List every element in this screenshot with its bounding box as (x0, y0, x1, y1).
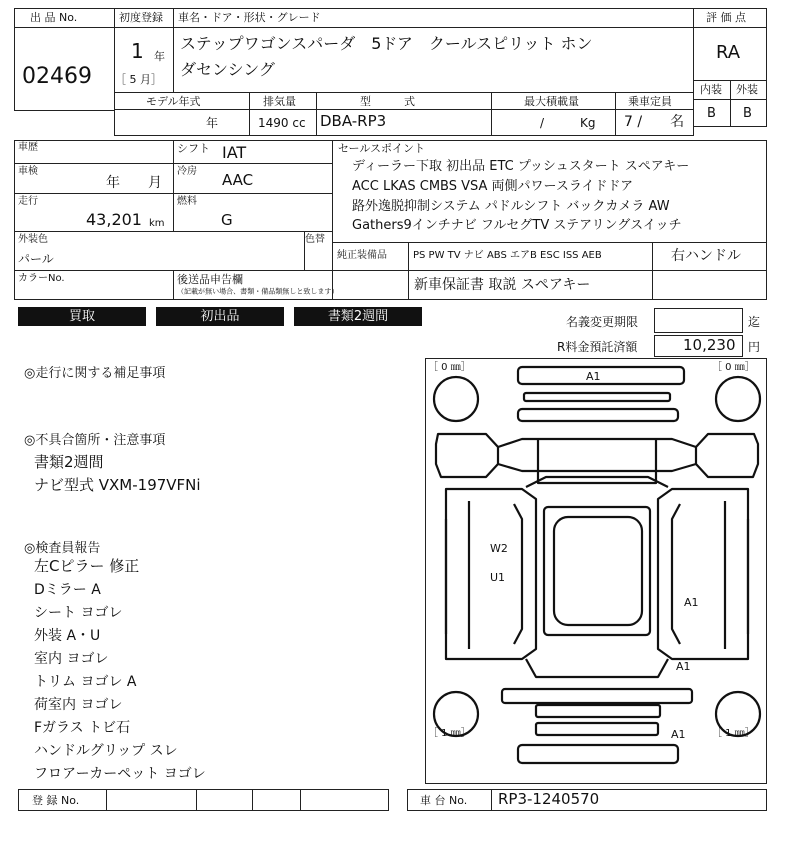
color-no-label: カラーNo. (18, 273, 65, 284)
inspector-title: ◎検査員報告 (24, 541, 101, 556)
sales-point-line-3: 路外逸脱抑制システム パドルシフト バックカメラ AW (352, 199, 670, 214)
type-value: DBA-RP3 (320, 112, 387, 130)
mark-w2: W2 (490, 542, 508, 555)
exterior-label: 外装 (736, 83, 758, 96)
exterior-color-label: 外装色 (18, 234, 48, 245)
documents-value: 新車保証書 取説 スペアキー (414, 277, 591, 293)
ac-label: 冷房 (177, 166, 197, 177)
name-change-label: 名義変更期限 (566, 315, 639, 329)
displacement-value: 1490 cc (258, 116, 306, 130)
capacity-label: 乗車定員 (628, 95, 672, 108)
score-label: 評 価 点 (706, 11, 746, 24)
followup-label: 後送品申告欄 (177, 273, 243, 286)
exterior-color-value: パール (18, 252, 54, 266)
interior-label: 内装 (700, 83, 722, 96)
defect-line-1: 書類2週間 (34, 453, 104, 471)
vehicle-name-label: 車名・ドア・形状・グレード (178, 11, 321, 24)
followup-note: （記載が無い場合、書類・備品類無しと致します） (177, 288, 339, 297)
name-change-unit: 迄 (748, 315, 761, 329)
inspector-line-7: 荷室内 ヨゴレ (34, 697, 123, 713)
exterior-grade: B (743, 106, 752, 121)
inspector-line-4: 外装 A・U (34, 628, 101, 644)
recycle-unit: 円 (748, 340, 761, 354)
mark-u1: U1 (490, 571, 506, 584)
ac-value: AAC (222, 171, 254, 189)
inspector-line-2: Dミラー A (34, 582, 101, 598)
max-load-label: 最大積載量 (524, 95, 579, 108)
inspector-line-9: ハンドルグリップ スレ (34, 743, 178, 759)
model-year-label: モデル年式 (146, 95, 201, 108)
type-label: 型 式 (360, 95, 415, 108)
recycle-label: R料金預託済額 (557, 340, 638, 354)
mark-right-door: A1 (684, 596, 699, 609)
registration-no-label: 登 録 No. (32, 794, 80, 807)
first-reg-year-unit: 年 (154, 50, 165, 63)
vehicle-name-line1: ステップワゴンスパーダ 5ドア クールスピリット ホン (180, 34, 593, 53)
equipment-label: 純正装備品 (337, 250, 387, 261)
displacement-label: 排気量 (263, 95, 296, 108)
car-diagram (425, 358, 767, 784)
first-reg-year: 1 (131, 39, 144, 63)
car-outline-drawing (426, 359, 766, 783)
mileage-value: 43,201 (86, 210, 142, 229)
inspector-line-8: Fガラス トビ石 (34, 720, 131, 736)
lot-no-label: 出 品 No. (30, 11, 78, 24)
mileage-label: 走行 (18, 196, 38, 207)
defects-title: ◎不具合箇所・注意事項 (24, 433, 166, 448)
tag-first-listing: 初出品 (156, 307, 284, 326)
recycle-value: 10,230 (683, 336, 736, 354)
chassis-no-label: 車 台 No. (420, 794, 468, 807)
tread-front-left: ［ 0 ㎜］ (428, 362, 471, 373)
mark-front-bumper: A1 (586, 370, 601, 383)
tread-front-right: ［ 0 ㎜］ (712, 362, 755, 373)
inspector-line-10: フロアーカーペット ヨゴレ (34, 766, 206, 782)
sales-points-label: セールスポイント (338, 142, 426, 155)
capacity-value: 7 / 名 (624, 114, 685, 130)
mark-right-rear: A1 (676, 660, 691, 673)
shift-label: シフト (177, 142, 210, 155)
sales-point-line-2: ACC LKAS CMBS VSA 両側パワースライドドア (352, 179, 634, 194)
steering-value: 右ハンドル (671, 248, 741, 264)
inspector-line-3: シート ヨゴレ (34, 605, 123, 621)
tread-rear-left: ［ 1 ㎜］ (428, 728, 471, 739)
tread-rear-right: ［ 1 ㎜］ (712, 728, 755, 739)
first-reg-month: ［ 5 月］ (115, 73, 162, 86)
inspection-value: 年 月 (106, 175, 162, 191)
defect-line-2: ナビ型式 VXM-197VFNi (34, 476, 201, 494)
tag-docs-two-weeks: 書類2週間 (294, 307, 422, 326)
vehicle-name-line2: ダセンシング (180, 60, 275, 79)
fuel-value: G (221, 211, 233, 229)
score-value: RA (716, 42, 741, 63)
sales-point-line-1: ディーラー下取 初出品 ETC プッシュスタート スペアキー (352, 159, 690, 174)
fuel-label: 燃料 (177, 196, 197, 207)
inspector-line-6: トリム ヨゴレ A (34, 674, 137, 690)
chassis-no-value: RP3-1240570 (498, 790, 600, 808)
name-change-box (654, 308, 743, 333)
shift-value: IAT (222, 143, 247, 162)
driving-notes-title: ◎走行に関する補足事項 (24, 366, 166, 381)
inspector-line-1: 左Cピラー 修正 (34, 557, 140, 575)
tag-kaitori: 買取 (18, 307, 146, 326)
interior-grade: B (707, 106, 716, 121)
inspector-line-5: 室内 ヨゴレ (34, 651, 109, 667)
mark-rear-bumper: A1 (671, 728, 686, 741)
max-load-value: / Kg (540, 116, 596, 130)
mileage-unit: km (149, 218, 165, 229)
history-label: 車歴 (18, 142, 38, 153)
sales-point-line-4: Gathers9インチナビ フルセグTV ステアリングスイッチ (352, 218, 682, 233)
model-year-value: 年 (206, 116, 219, 130)
color-change-label: 色替 (305, 234, 325, 245)
equipment-value: PS PW TV ナビ ABS エアB ESC ISS AEB (413, 250, 602, 261)
lot-number: 02469 (22, 64, 92, 89)
spec-values-row (114, 109, 694, 136)
first-reg-label: 初度登録 (119, 11, 163, 24)
inspection-label: 車検 (18, 166, 38, 177)
